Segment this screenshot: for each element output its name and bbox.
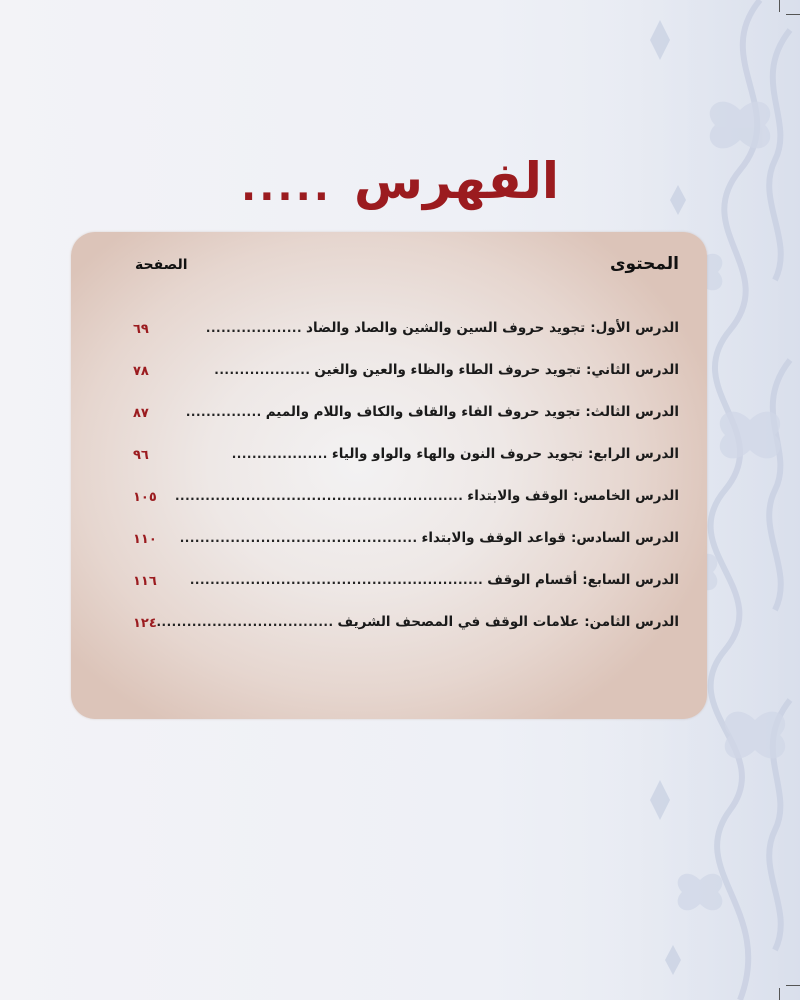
- page-number: ٩٦: [133, 448, 149, 463]
- page-number: ٨٧: [133, 406, 149, 421]
- lesson-title: أقسام الوقف: [487, 572, 578, 588]
- dot-leader: ...................: [214, 363, 311, 377]
- title-text: الفهرس: [353, 152, 559, 210]
- page-number: ٦٩: [133, 322, 149, 337]
- lesson-label: الدرس الرابع:: [587, 446, 679, 462]
- toc-item[interactable]: [71, 446, 707, 488]
- dot-leader: .........................................................: [174, 489, 464, 503]
- toc-item[interactable]: [71, 530, 707, 572]
- lesson-label: الدرس السابع:: [582, 572, 679, 588]
- toc-item[interactable]: [71, 320, 707, 362]
- page-number: ٧٨: [133, 364, 149, 379]
- lesson-title: الوقف والابتداء: [467, 488, 569, 504]
- crop-mark: [779, 988, 780, 1000]
- toc-item[interactable]: [71, 488, 707, 530]
- header-page-label: الصفحة: [135, 257, 188, 273]
- lesson-label: الدرس الثالث:: [585, 404, 679, 420]
- page-number: ١١٠: [133, 532, 157, 547]
- lesson-title: تجويد حروف السين والشين والصاد والضاد: [306, 320, 586, 336]
- dot-leader: ...................: [205, 321, 303, 335]
- lesson-label: الدرس الأول:: [590, 320, 679, 336]
- title-dots: .....: [241, 164, 332, 210]
- dot-leader: ...............................................: [179, 531, 418, 545]
- toc-item[interactable]: [71, 362, 707, 404]
- lesson-title: تجويد حروف الطاء والظاء والعين والغين: [314, 362, 581, 378]
- lesson-title: علامات الوقف في المصحف الشريف: [337, 614, 580, 630]
- lesson-label: الدرس الثاني:: [586, 362, 679, 378]
- toc-header: [71, 254, 707, 284]
- lesson-title: قواعد الوقف والابتداء: [421, 530, 566, 546]
- toc-item[interactable]: [71, 404, 707, 446]
- page-number: ١٢٤: [133, 616, 157, 631]
- lesson-label: الدرس الثامن:: [584, 614, 679, 630]
- crop-mark: [786, 14, 800, 15]
- dot-leader: ...............: [185, 405, 262, 419]
- page-number: ١٠٥: [133, 490, 157, 505]
- lesson-title: تجويد حروف النون والهاء والواو والياء: [331, 446, 583, 462]
- dot-leader: ...................................: [156, 615, 334, 629]
- page-number: ١١٦: [133, 574, 157, 589]
- header-content-label: المحتوى: [609, 254, 679, 274]
- lesson-title: تجويد حروف الفاء والقاف والكاف واللام والميم: [265, 404, 581, 420]
- lesson-label: الدرس الخامس:: [573, 488, 679, 504]
- crop-mark: [779, 0, 780, 12]
- toc-panel: [71, 232, 707, 719]
- toc-item[interactable]: [71, 572, 707, 614]
- page-title: [0, 146, 800, 216]
- dot-leader: ...................: [231, 447, 328, 461]
- crop-mark: [786, 985, 800, 986]
- dot-leader: ..........................................................: [189, 573, 484, 587]
- lesson-label: الدرس السادس:: [570, 530, 679, 546]
- toc-item[interactable]: [71, 614, 707, 656]
- toc-list: [71, 320, 707, 656]
